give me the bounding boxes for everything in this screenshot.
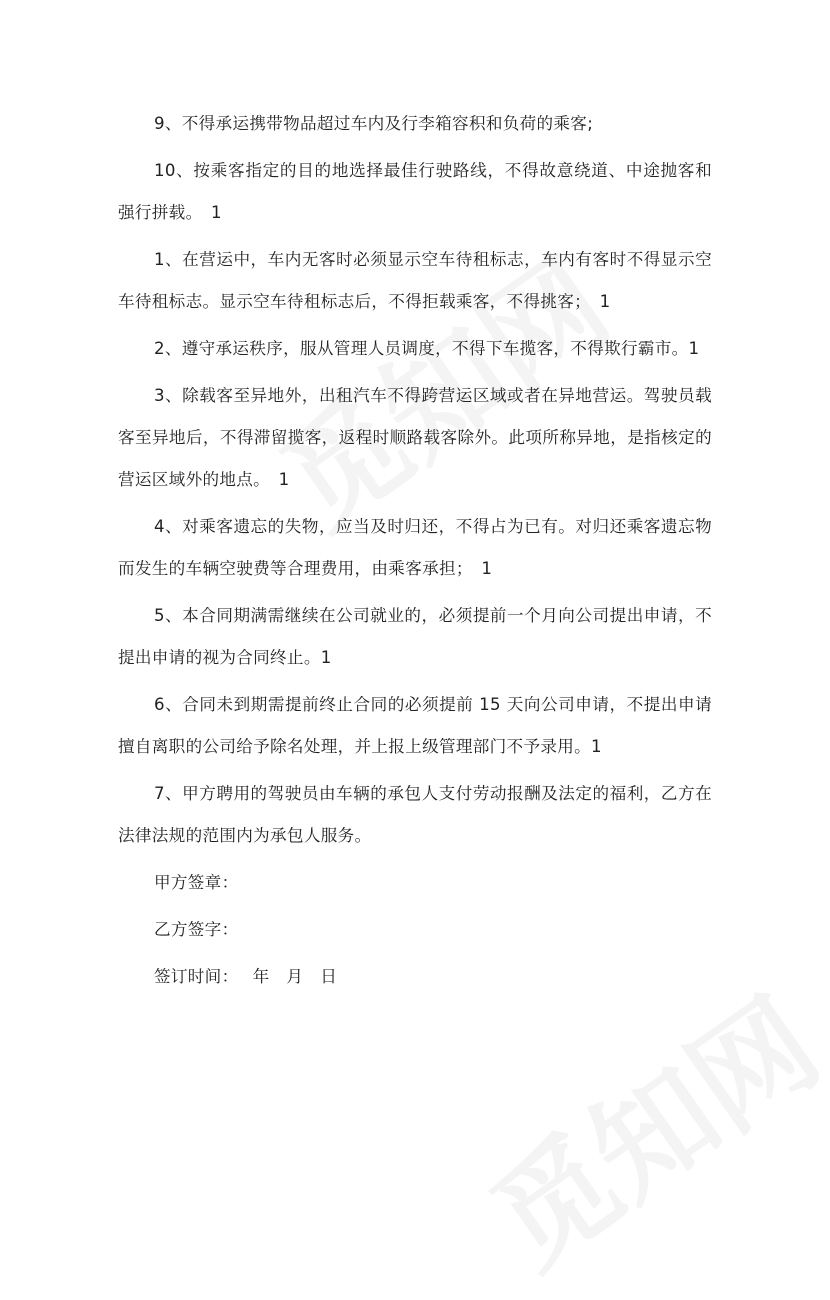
watermark xyxy=(453,952,830,1299)
clause-3: 3、除载客至异地外，出租汽车不得跨营运区域或者在异地营运。驾驶员载客至异地后，不得滞留揽客，返程时顺路载客除外。此项所称异地，是指核定的营运区域外的地点。 1 xyxy=(118,386,712,489)
clause-1: 1、在营运中，车内无客时必须显示空车待租标志，车内有客时不得显示空车待租标志。显示空车待租标志后，不得拒载乘客，不得挑客； 1 xyxy=(118,250,712,311)
clause-9: 9、不得承运携带物品超过车内及行李箱容积和负荷的乘客; xyxy=(154,114,594,133)
clause-5: 5、本合同期满需继续在公司就业的，必须提前一个月向公司提出申请，不提出申请的视为合同终止。1 xyxy=(118,606,712,667)
party-b-signature: 乙方签字： xyxy=(154,920,239,939)
signing-date: 签订时间： 年 月 日 xyxy=(154,967,338,986)
clause-10: 10、按乘客指定的目的地选择最佳行驶路线，不得故意绕道、中途抛客和强行拼载。 1 xyxy=(118,161,712,222)
clause-2: 2、遵守承运秩序，服从管理人员调度，不得下车揽客，不得欺行霸市。1 xyxy=(154,339,700,358)
clause-4: 4、对乘客遗忘的失物，应当及时归还，不得占为已有。对归还乘客遗忘物而发生的车辆空驶费等合理费用，由乘客承担； 1 xyxy=(118,517,712,578)
party-a-signature: 甲方签章： xyxy=(154,873,239,892)
document-body xyxy=(118,103,712,1003)
clause-7: 7、甲方聘用的驾驶员由车辆的承包人支付劳动报酬及法定的福利，乙方在法律法规的范围内为承包人服务。 xyxy=(118,784,712,845)
clause-6: 6、合同未到期需提前终止合同的必须提前 15 天向公司申请，不提出申请擅自离职的公司给予除名处理，并上报上级管理部门不予录用。1 xyxy=(118,695,712,756)
